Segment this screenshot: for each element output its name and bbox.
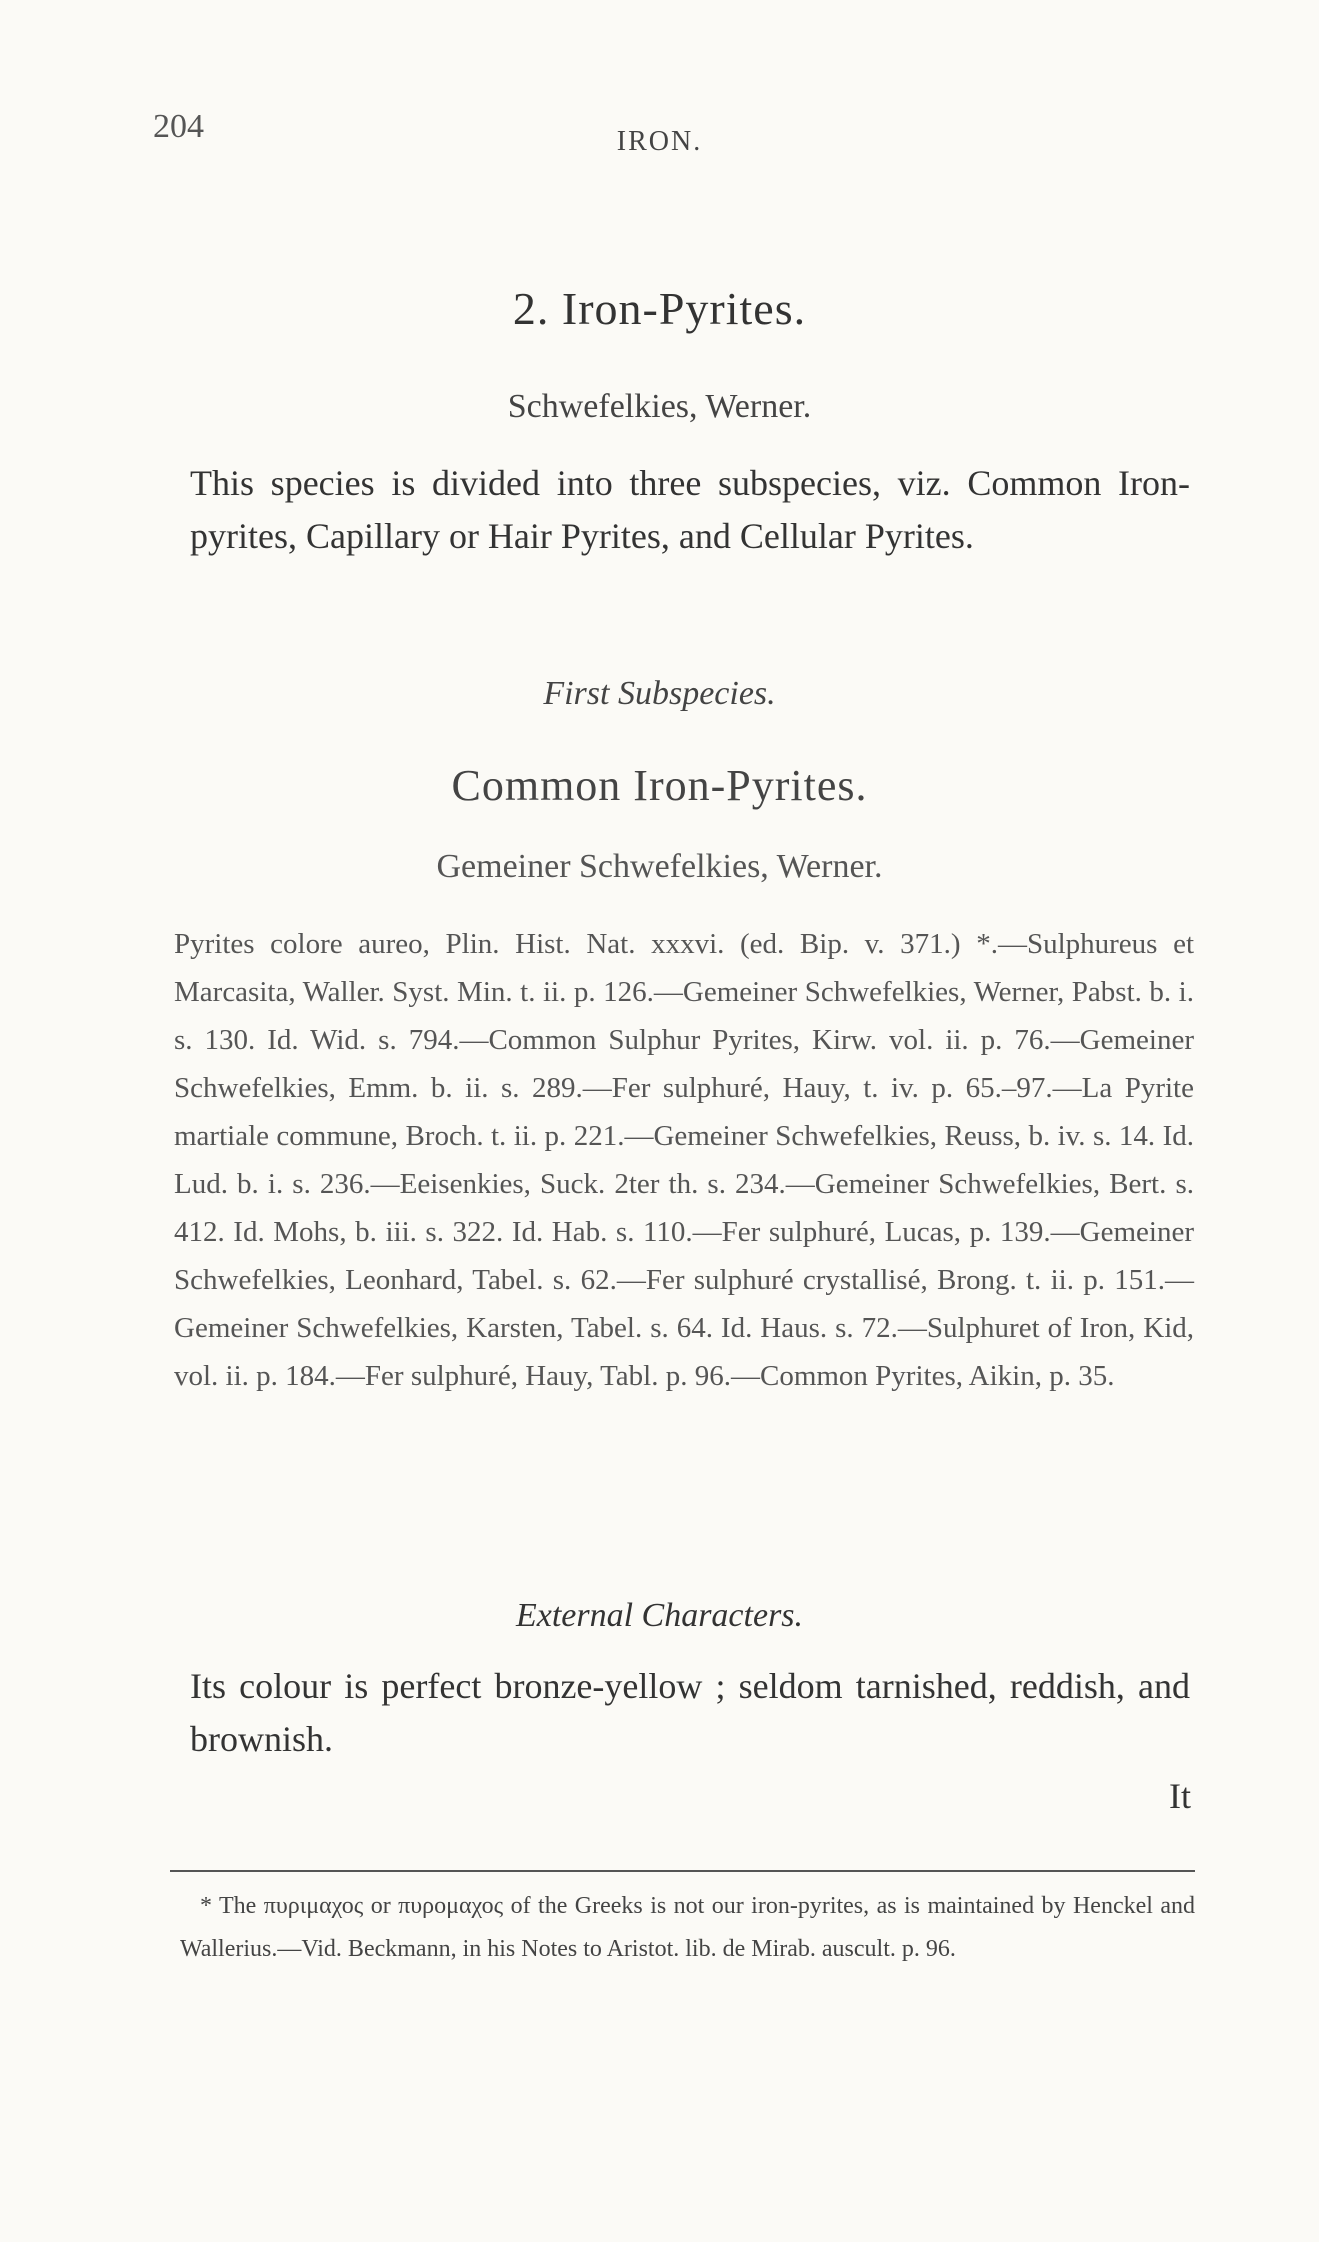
subspecies-heading: First Subspecies. — [543, 675, 776, 712]
references-paragraph: Pyrites colore aureo, Plin. Hist. Nat. xxxvi. (ed. Bip. v. 371.) *.—Sulphureus et Marcasita, Waller. Syst. Min. t. ii. p. 126.—Gemeiner Schwefelkies, Werner, Pabst. b. i. s. 130. Id. Wid. s. 794.—Common Sulphur Pyrites, Kirw. vol. ii. p. 76.—Gemeiner Schwefelkies, Emm. b. ii. s. 289.—Fer sulphuré, Hauy, t. iv. p. 65.–97.—La Pyrite martiale commune, Broch. t. ii. p. 221.—Gemeiner Schwefelkies, Reuss, b. iv. s. 14. Id. Lud. b. i. s. 236.—Eeisenkies, Suck. 2ter th. s. 234.—Gemeiner Schwefelkies, Bert. s. 412. Id. Mohs, b. iii. s. 322. Id. Hab. s. 110.—Fer sulphuré, Lucas, p. 139.—Gemeiner Schwefelkies, Leonhard, Tabel. s. 62.—Fer sulphuré crystallisé, Brong. t. ii. p. 151.—Gemeiner Schwefelkies, Karsten, Tabel. s. 64. Id. Haus. s. 72.—Sulphuret of Iron, Kid, vol. ii. p. 184.—Fer sulphuré, Hauy, Tabl. p. 96.—Common Pyrites, Aikin, p. 35. — [174, 928, 1194, 1392]
intro-paragraph: This species is divided into three subspecies, viz. Common Iron-pyrites, Capillary or Hair Pyrites, and Cellular Pyrites. — [190, 463, 1190, 556]
colour-paragraph: Its colour is perfect bronze-yellow ; seldom tarnished, reddish, and brownish. — [190, 1666, 1190, 1759]
running-head: IRON. — [616, 126, 703, 157]
species-synonym: Schwefelkies, Werner. — [507, 388, 812, 425]
page-number: 204 — [153, 108, 204, 145]
species-title: 2. Iron-Pyrites. — [512, 283, 807, 334]
catchword: It — [1169, 1776, 1191, 1816]
footnote-rule — [170, 1870, 1195, 1872]
subspecies-title: Common Iron-Pyrites. — [451, 761, 868, 810]
footnote — [180, 1885, 1195, 1971]
subspecies-synonym: Gemeiner Schwefelkies, Werner. — [436, 848, 883, 885]
external-characters-heading: External Characters. — [515, 1597, 804, 1634]
footnote-mark: * — [200, 1893, 212, 1919]
footnote-text: The πυριμαχος or πυρομαχος of the Greeks is not our iron-pyrites, as is maintained by Henckel and Wallerius.—Vid. Beckmann, in his Notes to Aristot. lib. de Mirab. auscult. p. 96. — [180, 1893, 1196, 1962]
